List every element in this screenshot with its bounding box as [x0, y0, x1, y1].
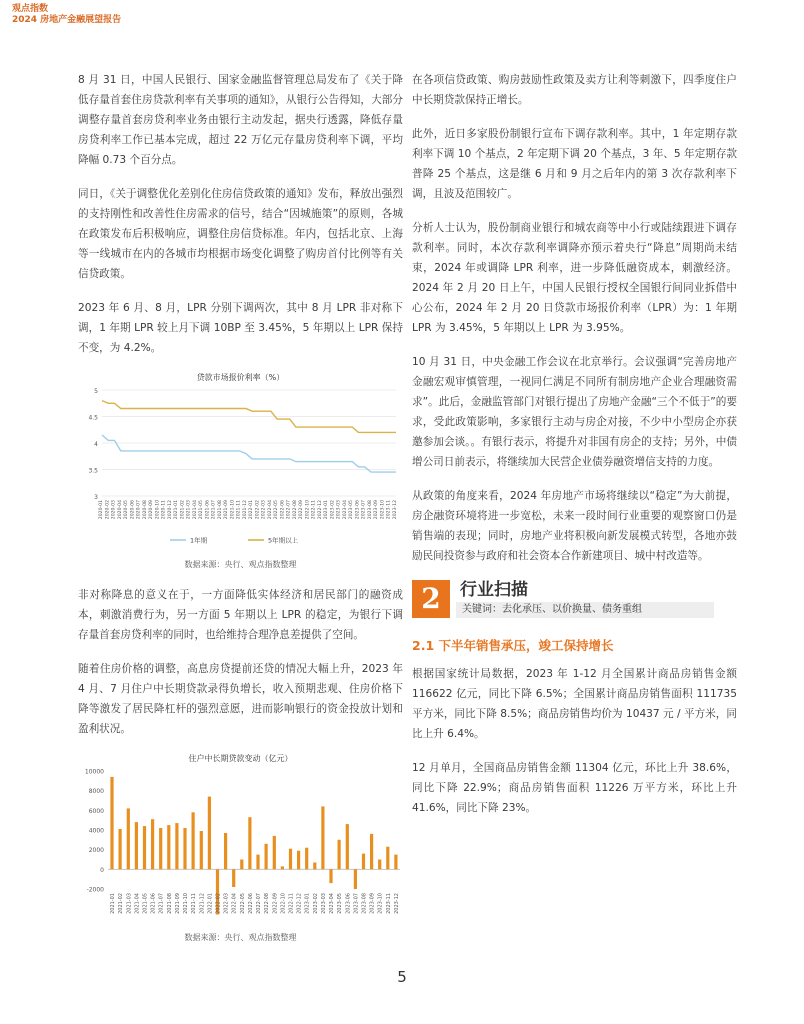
x-tick-label: 2022-07 [286, 500, 292, 520]
bar [248, 817, 251, 869]
x-tick-label: 2023-03 [320, 893, 327, 914]
bar [151, 819, 154, 869]
header-brand: 观点指数 [12, 4, 49, 14]
section-title: 行业扫描 [460, 580, 528, 600]
loan-chart-svg [78, 765, 403, 925]
bar [135, 822, 138, 869]
x-tick-label: 2021-03 [126, 893, 133, 914]
x-tick-label: 2023-12 [393, 500, 398, 520]
paragraph: 分析人士认为，股份制商业银行和城农商等中小行或陆续跟进下调存款利率。同时，本次存款利率调降亦预示着央行“降息”周期尚未结束，2024 年或调降 LPR 利率，进一步降低融资成本，刺激经济。2024 年 2 月 20 日上午，中国人民银行授权全国银行间同业拆借中心公布，2024 年 2 月 20 日贷款市场报价利率（LPR）为：1 年期 LPR 为 3.45%，5 年期以上 LPR 为 3.95%。 [412, 222, 737, 334]
bar [370, 834, 373, 869]
paragraph: 随着住房价格的调整，高息房贷提前还贷的情况大幅上升，2023 年 4 月、7 月住户中长期贷款录得负增长，收入预期悲观、住房价格下降等激发了居民降杠杆的强烈意愿，进而影响银行的资金投放计划和盈利状况。 [78, 663, 403, 735]
bar [394, 855, 397, 870]
loan-chart [78, 753, 403, 932]
paragraph: 8 月 31 日，中国人民银行、国家金融监督管理总局发布了《关于降低存量首套住房贷款利率有关事项的通知》，从银行公告得知，大部分调整存量首套房贷利率业务由银行主动发起，据央行透露，降低存量房贷利率工作已基本完成，超过 22 万亿元存量房贷利率下调，平均降幅 0.73 个百分点。 [78, 74, 403, 166]
x-tick-label: 2020-09 [149, 500, 155, 520]
x-tick-label: 2022-06 [247, 893, 254, 914]
y-tick-label: 8000 [88, 788, 104, 796]
bar [362, 854, 365, 870]
x-tick-label: 2020-10 [155, 500, 161, 520]
x-tick-label: 2022-05 [239, 893, 246, 914]
x-tick-label: 2022-11 [311, 500, 317, 520]
header-report-title: 2024 房地产金融展望报告 [12, 15, 122, 25]
x-tick-label: 2022-12 [317, 500, 323, 520]
report-header [12, 4, 121, 26]
x-tick-label: 2022-02 [215, 893, 222, 914]
x-tick-label: 2021-04 [134, 893, 141, 914]
x-tick-label: 2023-05 [337, 893, 344, 914]
bar [240, 860, 243, 870]
y-tick-label: 3 [94, 494, 98, 501]
x-tick-label: 2021-06 [150, 893, 157, 914]
x-tick-label: 2020-05 [124, 500, 130, 520]
x-tick-label: 2022-06 [280, 500, 286, 520]
bar [200, 831, 203, 869]
subsection-title: 2.1 下半年销售承压，竣工保持增长 [412, 638, 614, 653]
page-number: 5 [397, 968, 407, 986]
x-tick-label: 2021-12 [242, 500, 248, 520]
x-tick-label: 2021-05 [199, 500, 205, 520]
paragraph: 同日，《关于调整优化差别化住房信贷政策的通知》发布，释放出强烈的支持刚性和改善性住房需求的信号，结合“因城施策”的原则，各城在政策发布后积极响应，调整住房信贷标准。年内，包括北京、上海等一线城市在内的各城市均根据市场变化调整了购房首付比例等有关信贷政策。 [78, 188, 403, 280]
x-tick-label: 2023-04 [342, 500, 348, 520]
x-tick-label: 2022-07 [256, 893, 263, 914]
x-tick-label: 2020-12 [167, 500, 173, 520]
x-tick-label: 2020-03 [111, 500, 117, 520]
x-tick-label: 2023-09 [374, 500, 380, 520]
legend-label: 5年期以上 [268, 536, 299, 545]
x-tick-label: 2022-01 [249, 500, 255, 520]
left-column [78, 70, 403, 958]
x-tick-label: 2021-08 [217, 500, 223, 520]
paragraph: 从政策的角度来看，2024 年房地产市场将继续以“稳定”为大前提，房企融资环境将进一步宽松，未来一段时间行业重要的观察窗口仍是销售端的表现；同时，房地产业将积极向新发展模式转型，各地亦鼓励民间投资参与政府和社会资本合作新建项目、城中村改造等。 [412, 490, 737, 562]
x-tick-label: 2021-12 [199, 893, 206, 914]
y-tick-label: 10000 [84, 768, 104, 776]
bar [110, 777, 113, 869]
y-tick-label: 4.5 [88, 414, 98, 422]
y-tick-label: 3.5 [88, 467, 98, 475]
x-tick-label: 2023-06 [345, 893, 352, 914]
bar [224, 833, 227, 869]
x-tick-label: 2022-10 [305, 500, 311, 520]
x-tick-label: 2022-04 [267, 500, 273, 520]
lpr-chart-svg [78, 384, 403, 552]
x-tick-label: 2021-01 [110, 893, 117, 914]
x-tick-label: 2023-11 [385, 893, 392, 914]
x-tick-label: 2021-09 [174, 893, 181, 914]
paragraph: 非对称降息的意义在于，一方面降低实体经济和居民部门的融资成本，刺激消费行为，另一方面 5 年期以上 LPR 的稳定，为银行下调存量首套房贷利率的同时，也给维持合理净息差提供了空间。 [78, 589, 403, 641]
bar [346, 824, 349, 869]
paragraph: 10 月 31 日，中央金融工作会议在北京举行。会议强调“完善房地产金融宏观审慎管理，一视同仁满足不同所有制房地产企业合理融资需求”。此后，金融监管部门对银行提出了房地产金融“三个不低于”的要求，受此政策影响，多家银行主动与房企对接，不少中小型房企亦获邀参加会谈。。有银行表示，将提升对非国有房企的支持；另外，中债增公司日前表示，将继续加大民营企业债券融资增信支持的力度。 [412, 356, 737, 468]
x-tick-label: 2021-02 [118, 893, 125, 914]
x-tick-label: 2023-06 [355, 500, 361, 520]
y-tick-label: 6000 [88, 807, 104, 815]
x-tick-label: 2022-10 [280, 893, 287, 914]
x-tick-label: 2023-10 [377, 893, 384, 914]
bar [297, 851, 300, 870]
x-tick-label: 2023-02 [312, 893, 319, 914]
x-tick-label: 2022-08 [292, 500, 298, 520]
x-tick-label: 2021-04 [192, 500, 198, 520]
x-tick-label: 2022-11 [288, 893, 295, 914]
bar [313, 863, 316, 870]
y-tick-label: 0 [100, 866, 104, 874]
x-tick-label: 2023-04 [329, 893, 336, 914]
x-tick-label: 2022-05 [274, 500, 280, 520]
bar [386, 847, 389, 870]
x-tick-label: 2020-11 [161, 500, 167, 520]
x-tick-label: 2022-04 [231, 893, 238, 914]
chart-source-note: 数据来源：央行、观点指数整理 [184, 933, 297, 942]
x-tick-label: 2021-09 [224, 500, 230, 520]
x-tick-label: 2023-08 [367, 500, 373, 520]
legend-label: 1年期 [190, 536, 208, 545]
x-tick-label: 2021-10 [230, 500, 236, 520]
x-tick-label: 2023-12 [393, 893, 400, 914]
bar [175, 823, 178, 869]
section-number-badge: 2 [412, 580, 450, 618]
x-tick-label: 2022-02 [255, 500, 261, 520]
paragraph: 此外，近日多家股份制银行宣布下调存款利率。其中，1 年定期存款利率下调 10 个基点，2 年定期下调 20 个基点，3 年、5 年定期存款普降 25 个基点，这是继 6 月和 9 月之后年内的第 3 次存款利率下调，且波及范围较广。 [412, 128, 738, 200]
x-tick-label: 2023-10 [380, 500, 386, 520]
x-tick-label: 2020-06 [130, 500, 136, 520]
x-tick-label: 2022-03 [223, 893, 230, 914]
x-tick-label: 2021-08 [166, 893, 173, 914]
y-tick-label: -2000 [86, 886, 104, 894]
x-tick-label: 2022-08 [264, 893, 271, 914]
bar [127, 808, 130, 869]
x-tick-label: 2021-03 [186, 500, 192, 520]
x-tick-label: 2021-07 [158, 893, 165, 914]
x-tick-label: 2023-08 [361, 893, 368, 914]
paragraph: 根据国家统计局数据，2023 年 1-12 月全国累计商品房销售金额 116622 亿元，同比下降 6.5%；全国累计商品房销售面积 111735 平方米，同比下降 8.5%；商品房销售均价为 10437 元 / 平方米，同比上升 6.4%。 [412, 668, 737, 740]
bar [354, 869, 357, 889]
y-tick-label: 4 [94, 441, 98, 448]
x-tick-label: 2021-11 [236, 500, 242, 520]
lpr-chart [78, 372, 403, 559]
x-tick-label: 2023-03 [336, 500, 342, 520]
x-tick-label: 2022-09 [299, 500, 305, 520]
y-tick-label: 4000 [88, 827, 104, 835]
x-tick-label: 2021-06 [205, 500, 211, 520]
bar [119, 829, 122, 869]
paragraph: 12 月单月，全国商品房销售金额 11304 亿元，环比上升 38.6%，同比下降 22.9%；商品房销售面积 11226 万平方米，环比上升 41.6%，同比下降 23%。 [412, 762, 737, 814]
bar [281, 866, 284, 869]
x-tick-label: 2020-08 [142, 500, 148, 520]
section-keywords: 关键词：去化承压、以价换量、债务重组 [456, 602, 714, 618]
bar [289, 849, 292, 870]
section-header [412, 580, 737, 615]
bar [256, 855, 259, 870]
bar [329, 869, 332, 883]
x-tick-label: 2023-07 [361, 500, 367, 520]
x-tick-label: 2020-04 [117, 500, 123, 520]
right-column [412, 70, 737, 832]
x-tick-label: 2023-11 [386, 500, 392, 520]
y-tick-label: 5 [94, 388, 98, 395]
x-tick-label: 2023-05 [349, 500, 355, 520]
bar [143, 826, 146, 869]
x-tick-label: 2021-05 [142, 893, 149, 914]
bar [305, 848, 308, 870]
x-tick-label: 2020-07 [136, 500, 142, 520]
loan-chart-title: 住户中长期贷款变动（亿元） [188, 754, 293, 763]
lpr-chart-title: 贷款市场报价利率（%） [196, 373, 285, 382]
bar [232, 869, 235, 887]
bar [338, 840, 341, 870]
bar [265, 844, 268, 870]
x-tick-label: 2021-01 [174, 500, 180, 520]
x-tick-label: 2020-01 [99, 500, 104, 520]
x-tick-label: 2023-02 [330, 500, 336, 520]
paragraph: 在各项信贷政策、购房鼓励性政策及卖方让利等刺激下，四季度住户中长期贷款保持正增长。 [412, 74, 737, 106]
x-tick-label: 2022-01 [207, 893, 214, 914]
bar [167, 825, 170, 869]
x-tick-label: 2021-10 [183, 893, 190, 914]
x-tick-label: 2021-11 [191, 893, 198, 914]
x-tick-label: 2023-01 [324, 500, 330, 520]
bar [192, 812, 195, 869]
x-tick-label: 2022-03 [261, 500, 267, 520]
x-tick-label: 2023-07 [353, 893, 360, 914]
series-line-1y [102, 435, 396, 472]
x-tick-label: 2020-02 [105, 500, 111, 520]
paragraph: 2023 年 6 月、8 月，LPR 分别下调两次，其中 8 月 LPR 非对称下调，1 年期 LPR 较上月下调 10BP 至 3.45%，5 年期以上 LPR 保持不变，为 4.2%。 [78, 302, 403, 354]
x-tick-label: 2023-01 [304, 893, 311, 914]
bar [273, 836, 276, 869]
y-tick-label: 2000 [88, 847, 104, 855]
bar [378, 860, 381, 870]
bar [183, 828, 186, 869]
bar [159, 828, 162, 869]
bar [321, 806, 324, 869]
x-tick-label: 2021-02 [180, 500, 186, 520]
x-tick-label: 2022-12 [296, 893, 303, 914]
chart-source-note: 数据来源：央行、观点指数整理 [184, 560, 297, 569]
x-tick-label: 2023-09 [369, 893, 376, 914]
x-tick-label: 2021-07 [211, 500, 217, 520]
bar [208, 797, 211, 870]
x-tick-label: 2022-09 [272, 893, 279, 914]
